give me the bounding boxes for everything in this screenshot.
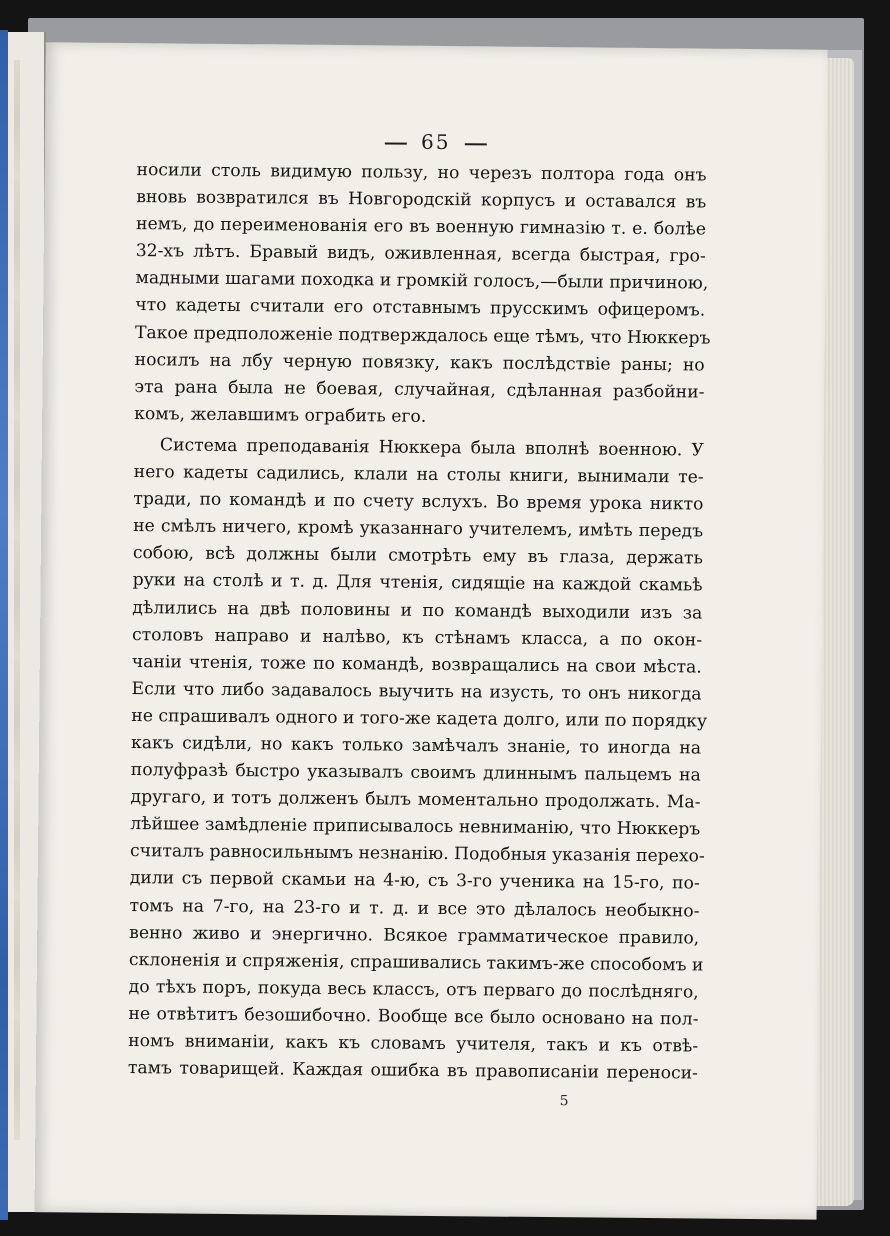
signature-mark: 5 [559,1093,569,1110]
text-line: немъ, до переименованія его въ военную гимназію т. е. болѣе [135,214,707,240]
text-line: столовъ направо и налѣво, къ стѣнамъ класса, а по окон- [131,624,703,651]
text-line: что кадеты считали его отставнымъ прусскимъ офицеромъ. [135,295,706,321]
text-line: носили столь видимую пользу, но черезъ полтора года онъ [136,160,707,186]
text-line: руки на столѣ и т. д. Для чтенія, сидящіе на каждой скамьѣ [132,570,703,596]
page-number: 65 [420,129,451,155]
text-line: томъ на 7-го, на 23-го и т. д. и все это дѣлалось необыкно- [129,895,700,922]
text-line: собою, всѣ должны были смотрѣть ему въ глаза, держать [132,543,703,569]
text-line: дѣлились на двѣ половины и по командѣ выходили изъ за [132,597,703,624]
text-line: тради, по командѣ и по счету вслухъ. Во время урока никто [133,489,704,515]
text-line: него кадеты садились, клали на столы книги, вынимали те- [133,462,704,488]
text-line: дили съ первой скамьи на 4-ю, съ 3-го ученика на 15-го, по- [129,868,700,894]
text-line: Если что либо задавалось выучить на изусть, то онъ никогда [131,678,702,705]
text-line: считалъ равносильнымъ незнанію. Подобныя указанія перехо- [129,841,705,867]
text-line: венно живо и энергично. Всякое грамматическое правило, [129,922,700,949]
text-line: вновь возвратился въ Новгородскій корпусъ и оставался въ [136,187,707,213]
text-line: 32-хъ лѣтъ. Бравый видъ, оживленная, всегда быстрая, гро- [135,241,706,267]
text-line: тамъ товарищей. Каждая ошибка въ правописаніи переноси- [127,1058,699,1084]
text-line: мадными шагами походка и громкій голосъ,—были причиною, [135,268,709,294]
text-line: не смѣлъ ничего, кромѣ указаннаго учителемъ, имѣть передъ [133,516,704,542]
paragraph-1 [134,157,711,433]
text-line: не отвѣтитъ безошибочно. Вообще все было основано на пол- [128,1003,699,1030]
paragraph-2 [127,432,708,1088]
book-cover-left [0,30,8,1220]
text-line: полуфразѣ быстро указывалъ своимъ длиннымъ пальцемъ на [130,760,701,786]
text-line: чаніи чтенія, тоже по командѣ, возвращались на свои мѣста. [131,651,702,678]
text-line: эта рана была не боевая, случайная, сдѣланная разбойни- [134,376,705,403]
text-line: комъ, желавшимъ ограбить его. [134,403,427,427]
text-line: Такое предположеніе подтверждалось еще тѣмъ, что Нюккеръ [134,322,711,349]
text-line: какъ сидѣли, но какъ только замѣчалъ знаніе, то иногда на [130,733,702,759]
text-line: другаго, и тотъ долженъ былъ моментально продолжать. Ма- [130,787,701,813]
text-line: не спрашивалъ одного и того-же кадета долго, или по порядку [131,705,708,732]
body-text [127,157,711,1088]
left-page-gutter [14,60,20,1140]
text-line: номъ вниманіи, какъ къ словамъ учителя, такъ и къ отвѣ- [128,1031,699,1057]
text-line: до тѣхъ поръ, покуда весь классъ, отъ перваго до послѣдняго, [128,976,699,1003]
text-line: носилъ на лбу черную повязку, какъ послѣдствіе раны; но [134,349,705,376]
header-dash-left [385,142,407,144]
header-dash-right [465,143,487,145]
text-line: склоненія и спряженія, спрашивались такимъ-же способомъ и [128,949,704,976]
text-line: лѣйшее замѣдленіе приписывалось невниманію, что Нюккеръ [130,814,701,840]
text-line: Система преподаванія Нюккера была вполнѣ военною. У [159,435,704,461]
page-header [45,126,827,158]
book-page [35,42,828,1219]
